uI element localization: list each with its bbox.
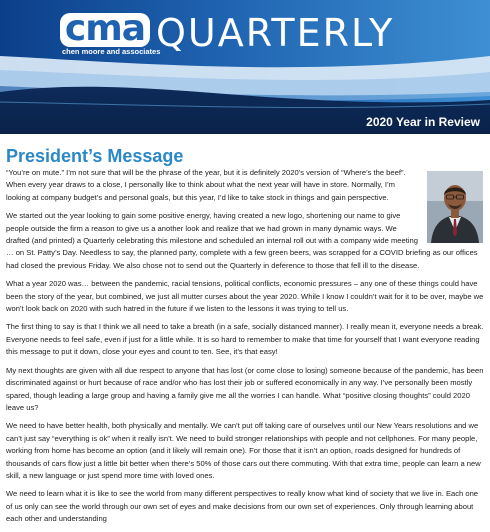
paragraph: My next thoughts are given with all due respect to anyone that has lost (or come close to losing) someone because of the pandemic, has been discriminated against or hurt because of race and/or who has lost their job or suffered economically in any way. I’ve personally been mostly spared, though leading a large group and having a family give me all the worries I can handle. What “positive closing thoughts” could 2020 leave us? [6, 365, 484, 412]
article-body [6, 167, 484, 532]
issue-label: 2020 Year in Review [366, 115, 480, 129]
paragraph: We need to have better health, both physically and mentally. We can’t put off taking care of ourselves until our New Years resolutions and we can’t just say “everything is ok” when it really isn’t. We need to build stronger relationships with people and not cellphones. For many people, working from home has become an option (and it likely will remain one). For those that it isn’t an option, roads designed for hundreds of thousands of cars flow just a little bit better when there’s 50% of those cars out there commuting. With that extra time, people can learn a new skill, a new language or just spend more time with loved ones. [6, 421, 481, 480]
cma-logo [60, 8, 161, 57]
portrait-photo [427, 171, 483, 243]
logo-text: cma [64, 8, 146, 49]
article-title: President’s Message [6, 146, 184, 166]
logo-subtitle: chen moore and associates [62, 47, 161, 56]
masthead-title: QUARTERLY [156, 11, 395, 55]
paragraph: The first thing to say is that I think we all need to take a breath (in a safe, socially distanced manner). I really mean it, everyone needs a break. Everyone needs to feel safe, even if just for a little while. It is so hard to remember to make that time for yourself that I want everyone reading this message to put it down, close your eyes and count to ten. See, it’s that easy! [6, 322, 484, 357]
header-banner [0, 0, 490, 134]
paragraph: We started out the year looking to gain some positive energy, having created a new logo, shortening our name to give people outside the firm a reason to give us a another look and realize that we had grown in many dynamic ways. We drafted (and printed) a Quarterly celebrating this milestone and scheduled an internal roll out with a company wide meeting … on St. Patty’s Day. Needless to say, the planned party, complete with a few green beers, was scrapped for a COVID briefing as our offices had closed the previous Friday. We also chose not to send out the Quarterly in deference to those that fell ill to the disease. [6, 211, 478, 270]
paragraph: What a year 2020 was… between the pandemic, racial tensions, political conflicts, economic pressures – any one of these things could have been the story of the year, but combined, we just all mutter curses about the year 2020. While I know I couldn’t wait for it to be over, maybe we won’t look back on 2020 with such hatred in the future if we listen to the lessons it was trying to tell us. [6, 279, 484, 314]
paragraph: “You’re on mute.” I’m not sure that will be the phrase of the year, but it is definitely 2020’s version of “Where’s the beef”. When every year draws to a close, I personally like to think about what the next year will have in store. Normally, I’m looking at company budget’s and personal goals, but this year, I’d like to take stock in things and gain perspective. [6, 168, 406, 202]
paragraph: We need to learn what it is like to see the world from many different perspectives to really know what kind of society that we live in. Each one of us only can see the world through our own set of eyes and make decisions from our own set of experiences. Only through learning about each other and understanding [6, 489, 479, 524]
